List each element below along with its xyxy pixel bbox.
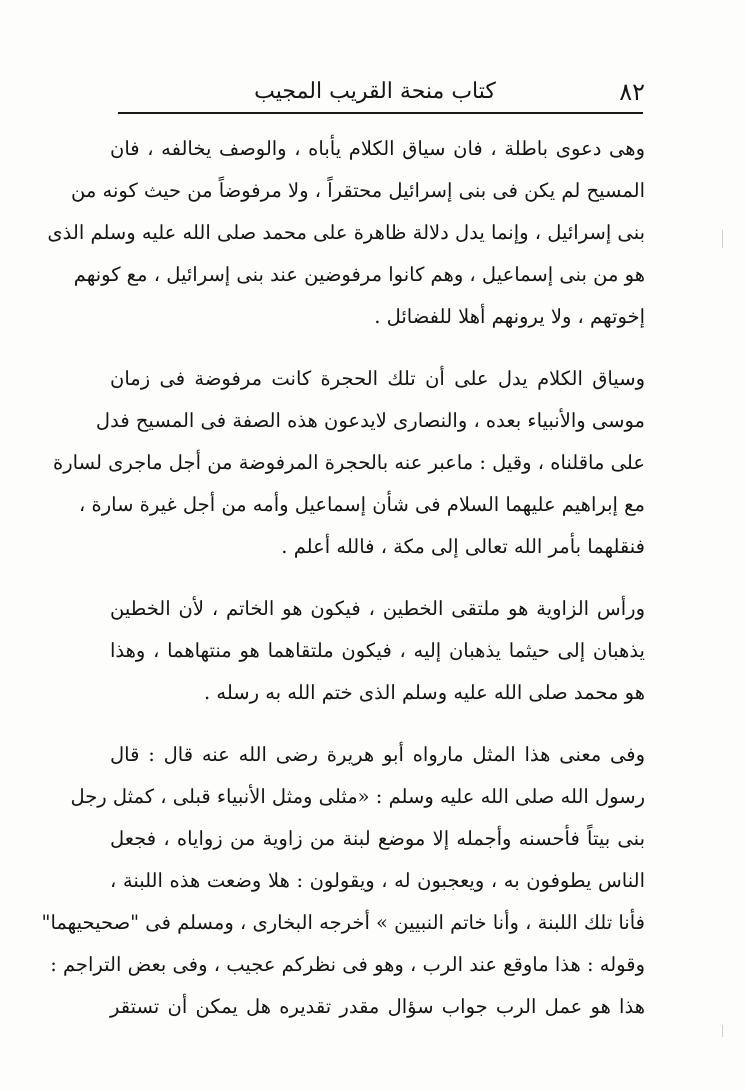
scan-margin-mark [722,230,723,248]
paragraph-1 [47,128,645,338]
text-line: على ماقلناه ، وقيل : ماعبر عنه بالحجرة المرفوضة من أجل ماجرى لسارة [53,451,645,474]
scan-margin-mark [722,1025,723,1037]
text-line: رسول الله صلى الله عليه وسلم : «مثلى ومثل الأنبياء قبلى ، كمثل رجل [70,785,645,808]
text-line: ورأس الزاوية هو ملتقى الخطين ، فيكون هو الخاتم ، لأن الخطين [110,597,645,620]
paragraph-3 [110,588,645,714]
text-line: مع إبراهيم عليهما السلام فى شأن إسماعيل وأمه من أجل غيرة سارة ، [79,493,645,516]
paragraph-4 [41,734,645,1028]
header-rule [118,112,643,114]
page-number: ٨٢ [619,78,645,106]
text-line: فأنا تلك اللبنة ، وأنا خاتم النبيين » أخرجه البخارى ، ومسلم فى "صحيحيهما" [41,911,645,934]
text-line: وفى معنى هذا المثل مارواه أبو هريرة رضى الله عنه قال : قال [110,743,645,766]
text-line: وقوله : هذا ماوقع عند الرب ، وهو فى نظركم عجيب ، وفى بعض التراجم : [50,953,645,976]
text-line: يذهبان إلى حيثما يذهبان إليه ، فيكون ملتقاهما هو منتهاهما ، وهذا [110,639,645,662]
text-line: موسى والأنبياء بعده ، والنصارى لايدعون هذه الصفة فى المسيح فدل [95,409,645,432]
page-body [41,128,645,1048]
text-line: بنى بيتاً فأحسنه وأجمله إلا موضع لبنة من زاوية من زواياه ، فجعل [110,827,645,850]
text-line: وسياق الكلام يدل على أن تلك الحجرة كانت مرفوضة فى زمان [110,367,645,390]
text-line: هو محمد صلى الله عليه وسلم الذى ختم الله به رسله . [203,681,645,704]
text-line: بنى إسرائيل ، وإنما يدل دلالة ظاهرة على محمد صلى الله عليه وسلم الذى [47,221,645,244]
text-line: الناس يطوفون به ، ويعجبون له ، ويقولون : هلا وضعت هذه اللبنة ، [110,869,645,892]
paragraph-2 [53,358,645,568]
text-line: فنقلهما بأمر الله تعالى إلى مكة ، فالله أعلم . [281,535,645,558]
text-line: وهى دعوى باطلة ، فان سياق الكلام يأباه ، والوصف يخالفه ، فان [110,137,645,160]
text-line: إخوتهم ، ولا يرونهم أهلا للفضائل . [374,305,645,328]
running-title: كتاب منحة القريب المجيب [254,79,496,104]
text-line: المسيح لم يكن فى بنى إسرائيل محتقراً ، ولا مرفوضاً من حيث كونه من [71,179,645,202]
text-line: هذا هو عمل الرب جواب سؤال مقدر تقديره هل يمكن أن تستقر [110,995,645,1018]
page-header [110,70,645,114]
text-line: هو من بنى إسماعيل ، وهم كانوا مرفوضين عند بنى إسرائيل ، مع كونهم [73,263,645,286]
